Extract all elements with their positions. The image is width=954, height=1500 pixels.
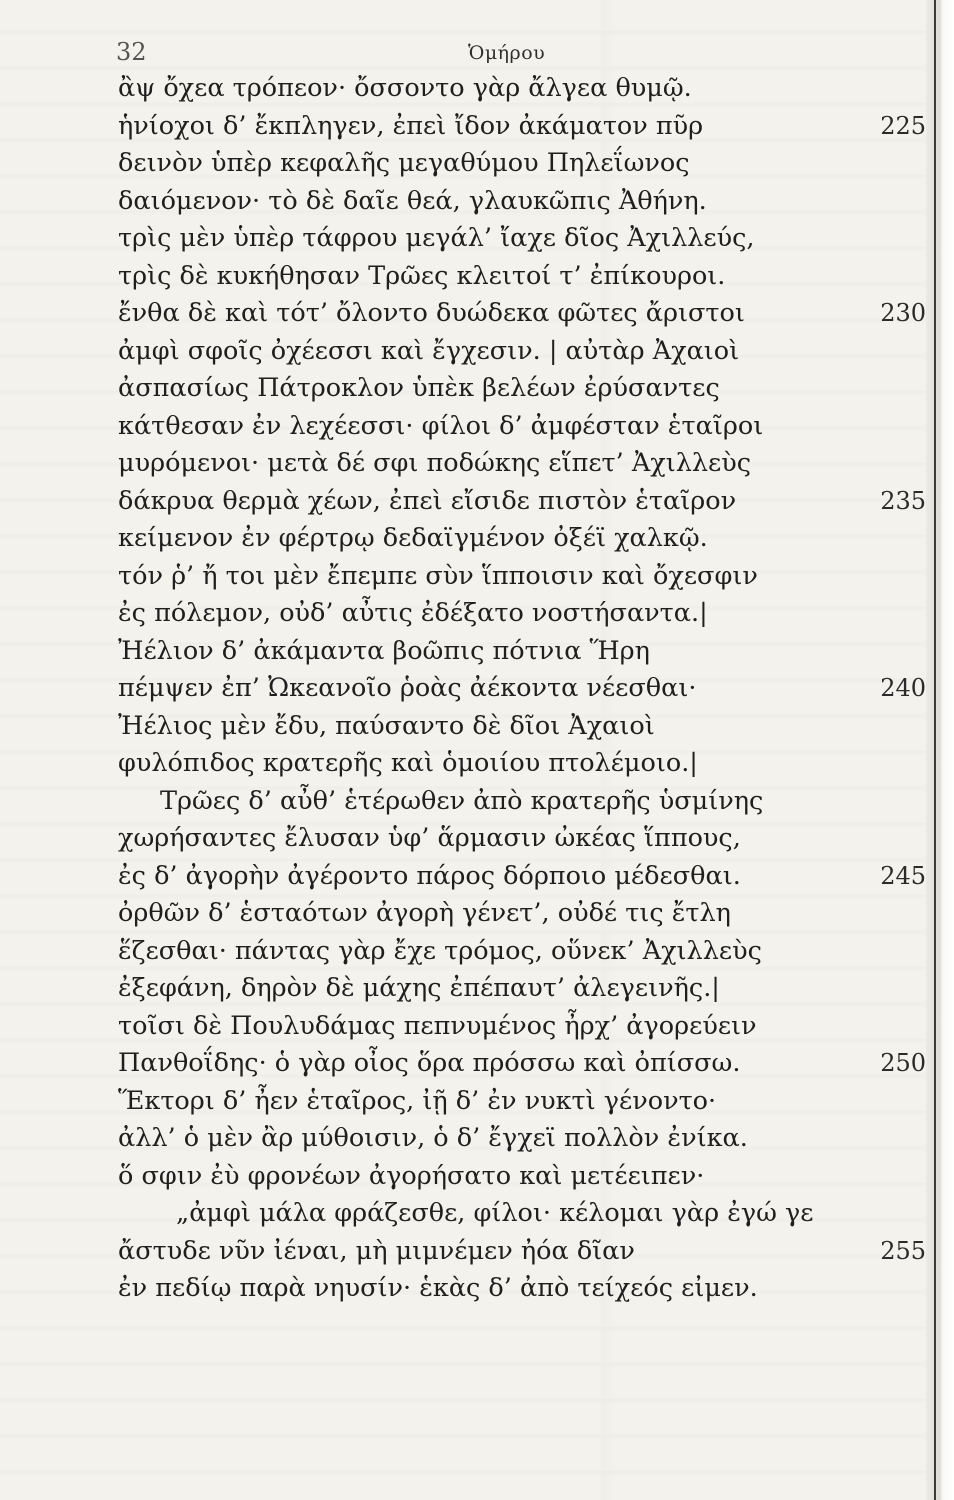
verse-line — [0, 1158, 954, 1196]
verse-line — [0, 220, 954, 258]
verse-line — [0, 520, 954, 558]
verse-line — [0, 783, 954, 821]
verse-text: Πανθοΐδης· ὁ γὰρ οἶος ὅρα πρόσσω καὶ ὀπίσσω. — [118, 1048, 741, 1078]
verse-text: ἀμφὶ σφοῖς ὀχέεσσι καὶ ἔγχεσιν. | αὐτὰρ Ἀχαιοὶ — [118, 335, 740, 366]
verse-line — [0, 970, 954, 1008]
verse-text: δεινὸν ὑπὲρ κεφαλῆς μεγαθύμου Πηλεΐωνος — [118, 148, 690, 178]
verse-text: Ἕκτορι δ’ ἦεν ἑταῖρος, ἰῇ δ’ ἐν νυκτὶ γένοντο· — [118, 1085, 717, 1116]
verse-text: ὅ σφιν ἐὺ φρονέων ἀγορήσατο καὶ μετέειπεν· — [118, 1160, 705, 1191]
verse-text: κάτθεσαν ἐν λεχέεσσι· φίλοι δ’ ἀμφέσταν ἑταῖροι — [118, 410, 764, 441]
verse-line — [0, 408, 954, 446]
verse-text: πέμψεν ἐπ’ Ὠκεανοῖο ῥοὰς ἀέκοντα νέεσθαι· — [118, 673, 697, 703]
line-number: 255 — [880, 1236, 926, 1265]
verse-line — [0, 1270, 954, 1308]
line-number: 240 — [880, 674, 926, 702]
verse-line — [0, 483, 954, 521]
verse-line — [0, 708, 954, 746]
verse-line — [0, 1083, 954, 1121]
line-number: 230 — [880, 299, 926, 327]
verse-text: χωρήσαντες ἔλυσαν ὑφ’ ἅρμασιν ὠκέας ἵππους, — [118, 823, 741, 853]
verse-text: ἡνίοχοι δ’ ἔκπληγεν, ἐπεὶ ἴδον ἀκάματον πῦρ — [118, 110, 704, 141]
verse-line — [0, 70, 954, 108]
verse-text: τρὶς δὲ κυκήθησαν Τρῶες κλειτοί τ’ ἐπίκουροι. — [118, 260, 726, 291]
verse-text: ἐν πεδίῳ παρὰ νηυσίν· ἑκὰς δ’ ἀπὸ τείχεός εἰμεν. — [118, 1273, 758, 1303]
verse-text: ἔνθα δὲ καὶ τότ’ ὄλοντο δυώδεκα φῶτες ἄριστοι — [118, 298, 745, 328]
verse-line — [0, 145, 954, 183]
verse-list — [0, 70, 954, 1308]
verse-line — [0, 1195, 954, 1233]
verse-line — [0, 1008, 954, 1046]
verse-line — [0, 333, 954, 371]
page-header — [0, 38, 954, 68]
verse-text: φυλόπιδος κρατερῆς καὶ ὁμοιίου πτολέμοιο.| — [118, 748, 698, 778]
verse-text: τρὶς μὲν ὑπὲρ τάφρου μεγάλ’ ἴαχε δῖος Ἀχιλλεύς, — [118, 223, 755, 253]
verse-line — [0, 183, 954, 221]
verse-line — [0, 1120, 954, 1158]
line-number: 235 — [880, 486, 926, 515]
verse-text: ὀρθῶν δ’ ἑσταότων ἀγορὴ γένετ’, οὐδέ τις ἔτλη — [118, 898, 731, 928]
verse-line — [0, 258, 954, 296]
verse-text: ἀσπασίως Πάτροκλον ὑπὲκ βελέων ἐρύσαντες — [118, 373, 720, 403]
verse-text: ἂψ ὄχεα τρόπεον· ὄσσοντο γὰρ ἄλγεα θυμῷ. — [118, 73, 692, 103]
verse-text: ἐς πόλεμον, οὐδ’ αὖτις ἐδέξατο νοστήσαντα.| — [118, 598, 708, 628]
verse-text: τοῖσι δὲ Πουλυδάμας πεπνυμένος ἦρχ’ ἀγορεύειν — [118, 1010, 757, 1041]
verse-line — [0, 745, 954, 783]
verse-line — [0, 370, 954, 408]
verse-text: δαιόμενον· τὸ δὲ δαῖε θεά, γλαυκῶπις Ἀθήνη. — [118, 185, 707, 216]
verse-line — [0, 1233, 954, 1271]
verse-line — [0, 445, 954, 483]
verse-line — [0, 595, 954, 633]
verse-text: ἕζεσθαι· πάντας γὰρ ἔχε τρόμος, οὕνεκ’ Ἀχιλλεὺς — [118, 935, 762, 966]
verse-line — [0, 895, 954, 933]
verse-text: ἐξεφάνη, δηρὸν δὲ μάχης ἐπέπαυτ’ ἀλεγεινῆς.| — [118, 973, 720, 1003]
verse-line — [0, 1045, 954, 1083]
verse-text: ἄστυδε νῦν ἰέναι, μὴ μιμνέμεν ἠόα δῖαν — [118, 1235, 635, 1266]
verse-text: Ἠέλιον δ’ ἀκάμαντα βοῶπις πότνια Ἥρη — [118, 635, 650, 666]
page-number: 32 — [116, 38, 147, 66]
page-edge — [926, 0, 954, 1500]
verse-line — [0, 558, 954, 596]
verse-line — [0, 670, 954, 708]
verse-text: Τρῶες δ’ αὖθ’ ἑτέρωθεν ἀπὸ κρατερῆς ὑσμίνης — [160, 785, 764, 816]
verse-text: „ἀμφὶ μάλα φράζεσθε, φίλοι· κέλομαι γὰρ ἐγώ γε — [176, 1198, 814, 1228]
verse-line — [0, 108, 954, 146]
verse-text: τόν ῥ’ ἤ τοι μὲν ἔπεμπε σὺν ἵπποισιν καὶ ὄχεσφιν — [118, 560, 758, 591]
verse-line — [0, 633, 954, 671]
running-head: Ὁμήρου — [468, 42, 546, 64]
verse-text: κείμενον ἐν φέρτρῳ δεδαϊγμένον ὀξέϊ χαλκῷ. — [118, 523, 708, 553]
verse-text: μυρόμενοι· μετὰ δέ σφι ποδώκης εἵπετ’ Ἀχιλλεὺς — [118, 448, 752, 478]
verse-line — [0, 933, 954, 971]
page-edge-line — [934, 0, 936, 1500]
verse-text: δάκρυα θερμὰ χέων, ἐπεὶ εἴσιδε πιστὸν ἑταῖρον — [118, 485, 737, 516]
verse-text: ἐς δ’ ἀγορὴν ἀγέροντο πάρος δόρποιο μέδεσθαι. — [118, 860, 741, 891]
line-number: 250 — [880, 1049, 926, 1077]
line-number: 245 — [880, 861, 926, 890]
line-number: 225 — [880, 111, 926, 140]
verse-line — [0, 858, 954, 896]
verse-line — [0, 820, 954, 858]
verse-line — [0, 295, 954, 333]
verse-text: Ἠέλιος μὲν ἔδυ, παύσαντο δὲ δῖοι Ἀχαιοὶ — [118, 710, 655, 741]
verse-text: ἀλλ’ ὁ μὲν ἂρ μύθοισιν, ὁ δ’ ἔγχεϊ πολλὸν ἐνίκα. — [118, 1123, 748, 1153]
